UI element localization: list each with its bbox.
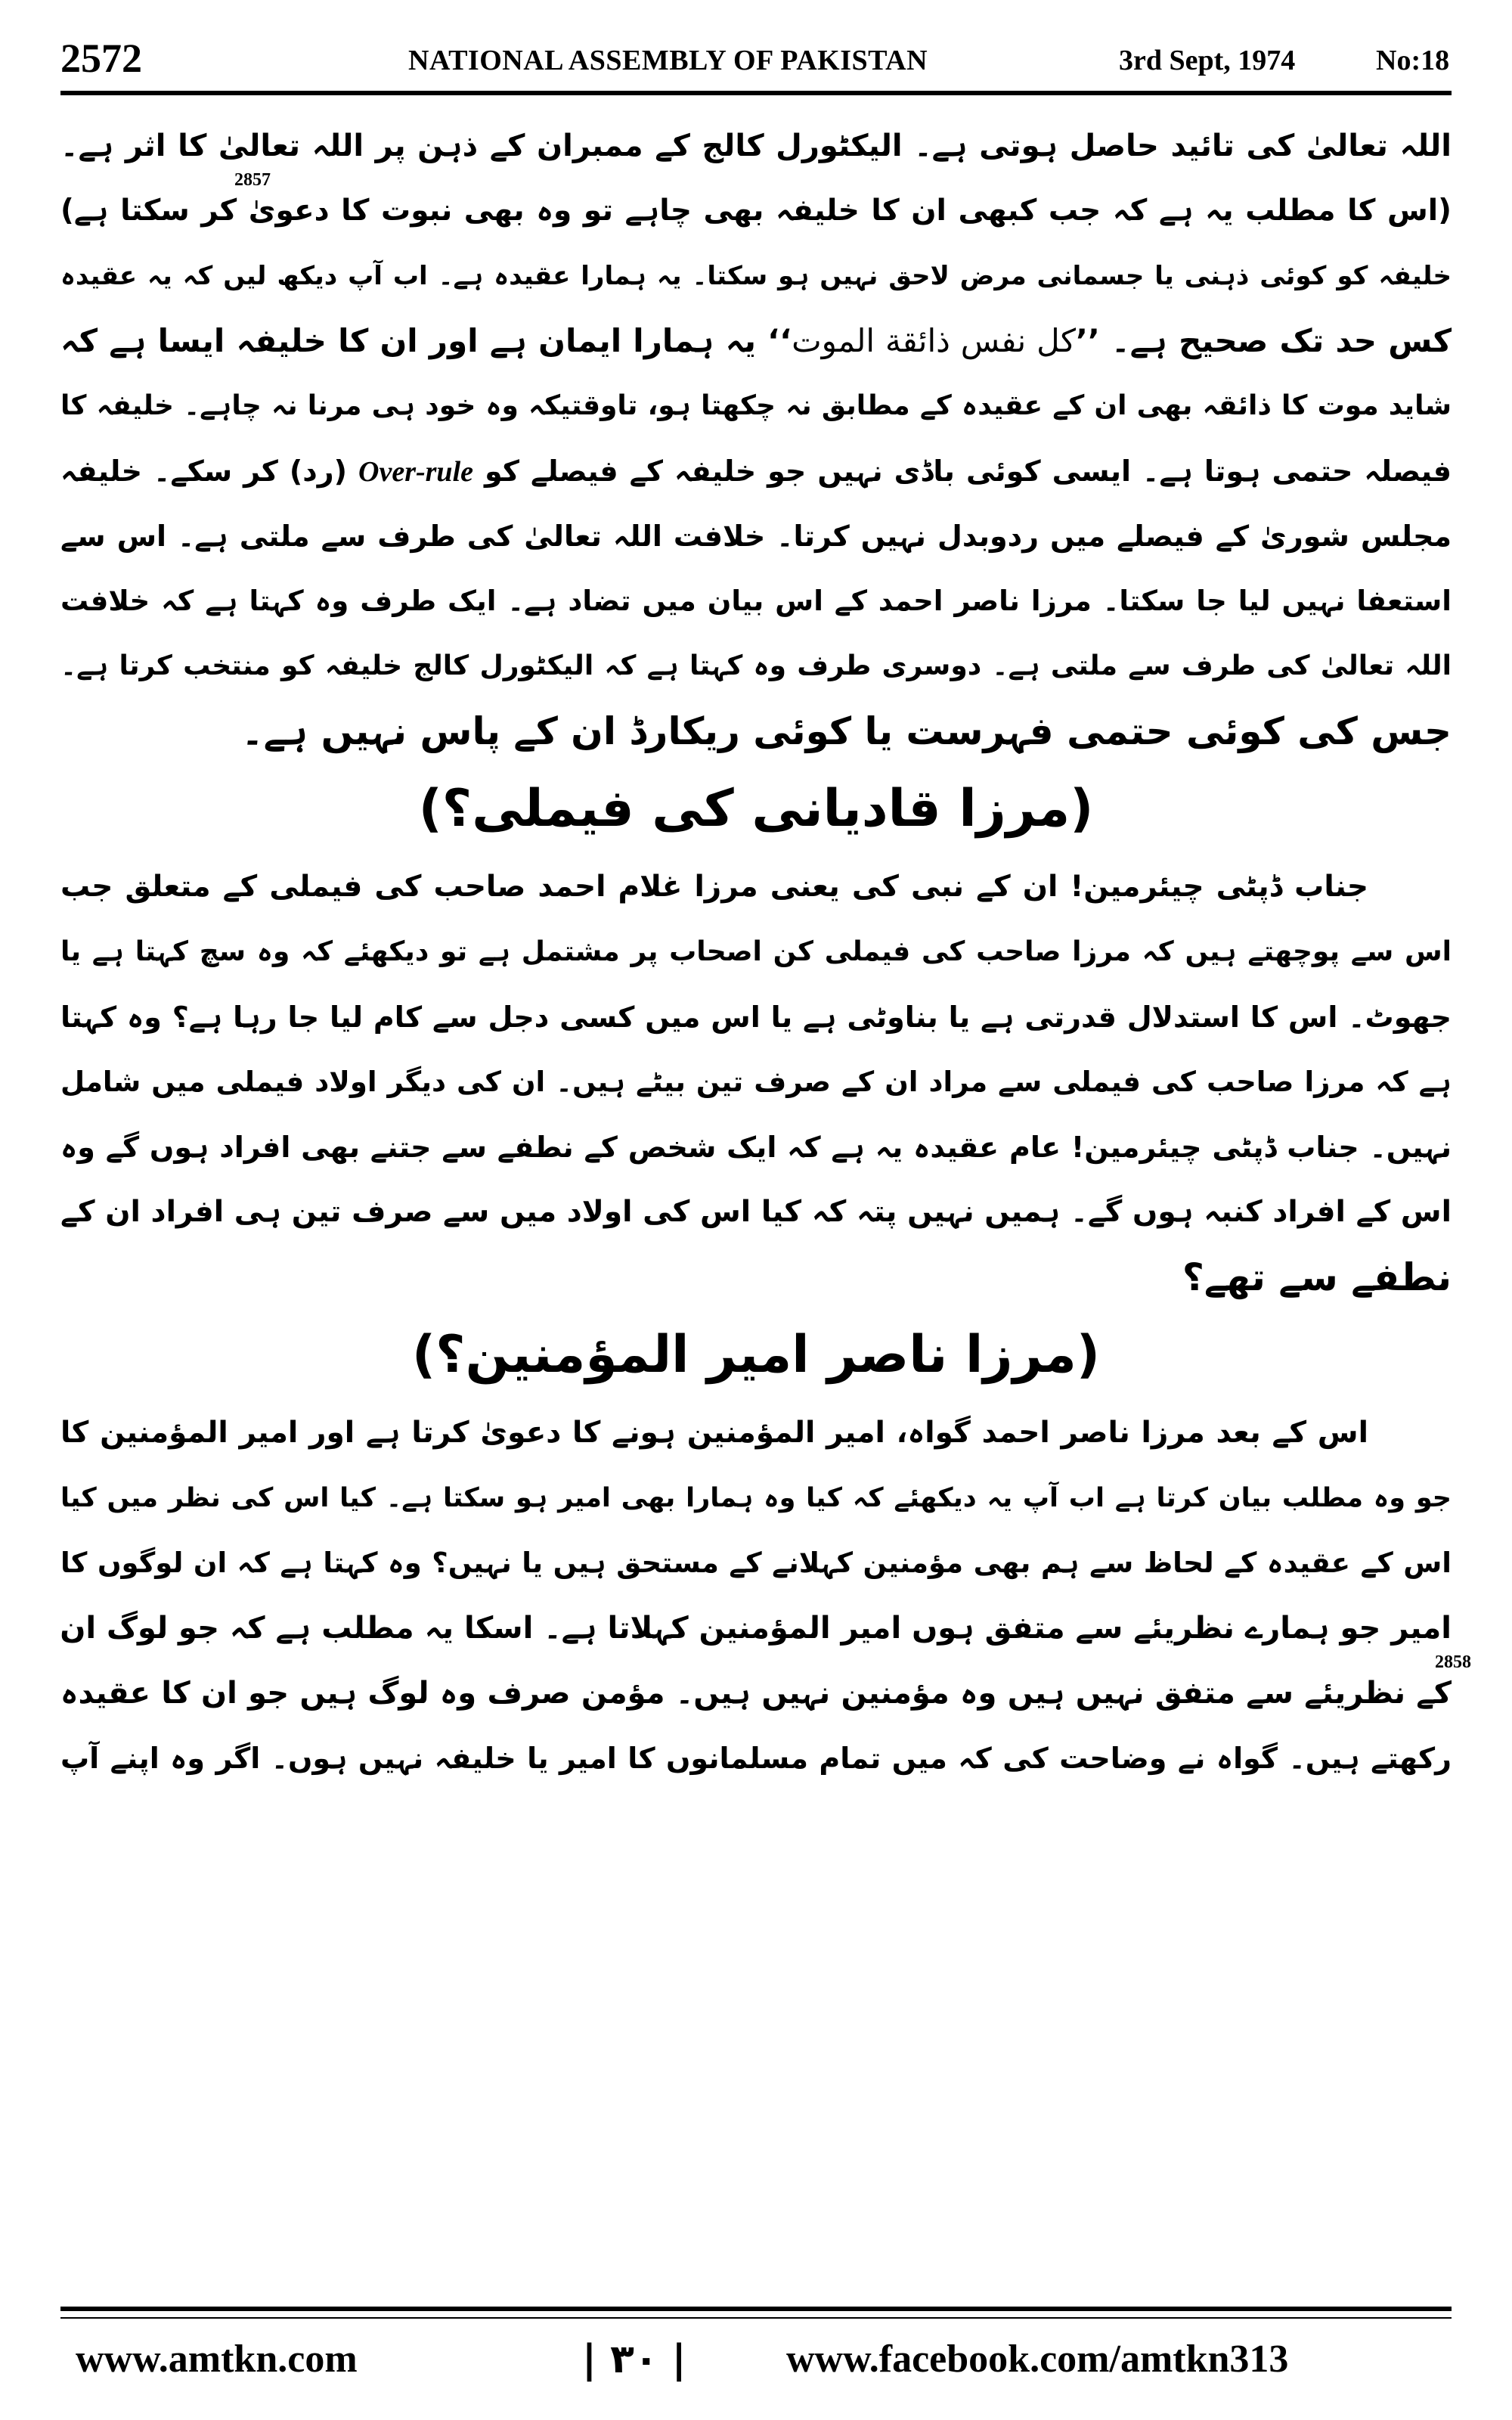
text-line: رکھتے ہیں۔ گواہ نے وضاحت کی کہ میں تمام مسلمانوں کا امیر یا خلیفہ نہیں ہوں۔ اگر وہ اپنے آپ xyxy=(60,1742,1452,1775)
header-date: 3rd Sept, 1974 xyxy=(1119,45,1296,76)
text-line-content: (اس کا مطلب یہ ہے کہ جب کبھی ان کا خلیفہ بھی چاہے تو وہ بھی نبوت کا دعویٰ کر سکتا ہے) xyxy=(60,194,1452,228)
text-line: جس کی کوئی حتمی فہرست یا کوئی ریکارڈ ان کے پاس نہیں ہے۔ xyxy=(241,709,1452,753)
text-line: جو وہ مطلب بیان کرتا ہے اب آپ یہ دیکھئے کہ کیا وہ ہمارا بھی امیر ہو سکتا ہے۔ کیا اس کی نظر میں کیا xyxy=(60,1483,1452,1513)
footer-rule-thin xyxy=(60,2317,1452,2319)
text-line: اس کے افراد کنبہ ہوں گے۔ ہمیں نہیں پتہ کہ کیا اس کی اولاد میں سے صرف تین ہی افراد ان کے xyxy=(60,1195,1452,1229)
footer-website-link[interactable]: www.amtkn.com xyxy=(76,2338,358,2381)
section-heading: (مرزا قادیانی کی فیملی؟) xyxy=(418,779,1094,839)
text-line: اس کے عقیدہ کے لحاظ سے ہم بھی مؤمنین کہلانے کے مستحق ہیں یا نہیں؟ وہ کہتا ہے کہ ان لوگوں کا xyxy=(60,1547,1452,1579)
text-line-content: (رد) کر سکے۔ خلیفہ xyxy=(60,455,347,488)
footer-rule xyxy=(60,2307,1452,2311)
text-line: امیر جو ہمارے نظریئے سے متفق ہوں امیر المؤمنین کہلاتا ہے۔ اسکا یہ مطلب ہے کہ جو لوگ ان xyxy=(60,1611,1452,1646)
page-footer xyxy=(60,2329,1452,2390)
text-line: اس سے پوچھتے ہیں کہ مرزا صاحب کی فیملی کن اصحاب پر مشتمل ہے تو دیکھئے کہ وہ سچ کہتا ہے یا xyxy=(60,936,1452,967)
text-line xyxy=(60,309,1452,374)
text-line: جھوٹ۔ اس کا استدلال قدرتی ہے یا بناوٹی ہے یا اس میں کسی دجل سے کام لیا جا رہا ہے؟ وہ کہتا xyxy=(60,1001,1452,1034)
text-line: مجلس شوریٰ کے فیصلے میں ردوبدل نہیں کرتا۔ خلافت اللہ تعالیٰ کی طرف سے ملتی ہے۔ اس سے xyxy=(60,520,1452,553)
page-header xyxy=(60,32,1452,85)
text-line: نطفے سے تھے؟ xyxy=(1182,1255,1452,1299)
latin-term: Over-rule xyxy=(358,456,473,488)
footnote-marker: 2857 xyxy=(234,170,271,190)
text-line-content: ‘‘ یہ ہمارا ایمان ہے اور ان کا خلیفہ ایسا ہے کہ xyxy=(60,322,792,359)
text-line-content: فیصلہ حتمی ہوتا ہے۔ ایسی کوئی باڈی نہیں جو خلیفہ کے فیصلے کو xyxy=(485,455,1452,488)
text-line: اللہ تعالیٰ کی طرف سے ملتی ہے۔ دوسری طرف وہ کہتا ہے کہ الیکٹورل کالج خلیفہ کو منتخب کرتا ہے۔ xyxy=(60,650,1452,681)
text-line: شاید موت کا ذائقہ بھی ان کے عقیدہ کے مطابق نہ چکھتا ہو، تاوقتیکہ وہ خود ہی مرنا نہ چاہے۔ خلیفہ کا xyxy=(60,390,1452,421)
text-line: اللہ تعالیٰ کی تائید حاصل ہوتی ہے۔ الیکٹورل کالج کے ممبران کے ذہن پر اللہ تعالیٰ کا اثر ہے۔ xyxy=(60,129,1452,163)
footer-facebook-link[interactable]: www.facebook.com/amtkn313 xyxy=(786,2338,1289,2381)
section-heading: (مرزا ناصر امیر المؤمنین؟) xyxy=(412,1325,1100,1385)
text-line: استعفا نہیں لیا جا سکتا۔ مرزا ناصر احمد کے اس بیان میں تضاد ہے۔ ایک طرف وہ کہتا ہے کہ خلافت xyxy=(60,585,1452,617)
text-line xyxy=(60,1652,1471,1726)
text-line-content: کس حد تک صحیح ہے۔ ’’ xyxy=(1075,322,1452,359)
text-line: نہیں۔ جناب ڈپٹی چیئرمین! عام عقیدہ یہ ہے کہ ایک شخص کے نطفے سے جتنے بھی افراد ہوں گے وہ xyxy=(60,1131,1452,1164)
arabic-quote: کل نفس ذائقة الموت xyxy=(792,322,1076,359)
text-line: اس کے بعد مرزا ناصر احمد گواہ، امیر المؤمنین ہونے کا دعویٰ کرتا ہے اور امیر المؤمنین کا xyxy=(60,1416,1368,1450)
text-line xyxy=(60,439,1452,504)
footnote-marker: 2858 xyxy=(1435,1652,1471,1672)
footer-page-label: | ۳۰ | xyxy=(582,2337,686,2382)
header-rule xyxy=(60,91,1452,95)
document-body xyxy=(60,113,1471,1791)
text-line: جناب ڈپٹی چیئرمین! ان کے نبی کی یعنی مرزا غلام احمد صاحب کی فیملی کے متعلق جب xyxy=(60,870,1368,904)
page-number: 2572 xyxy=(60,36,142,81)
text-line xyxy=(60,170,1452,244)
header-issue: No:18 xyxy=(1376,45,1450,76)
text-line-content: کے نظریئے سے متفق نہیں ہیں وہ مؤمنین نہیں ہیں۔ مؤمن صرف وہ لوگ ہیں جو ان کا عقیدہ xyxy=(60,1676,1452,1711)
text-line: خلیفہ کو کوئی ذہنی یا جسمانی مرض لاحق نہیں ہو سکتا۔ یہ ہمارا عقیدہ ہے۔ اب آپ دیکھ لیں کہ یہ عقیدہ xyxy=(60,261,1452,291)
text-line: ہے کہ مرزا صاحب کی فیملی سے مراد ان کے صرف تین بیٹے ہیں۔ ان کی دیگر اولاد فیملی میں شامل xyxy=(60,1066,1452,1098)
header-title: NATIONAL ASSEMBLY OF PAKISTAN xyxy=(408,45,928,76)
